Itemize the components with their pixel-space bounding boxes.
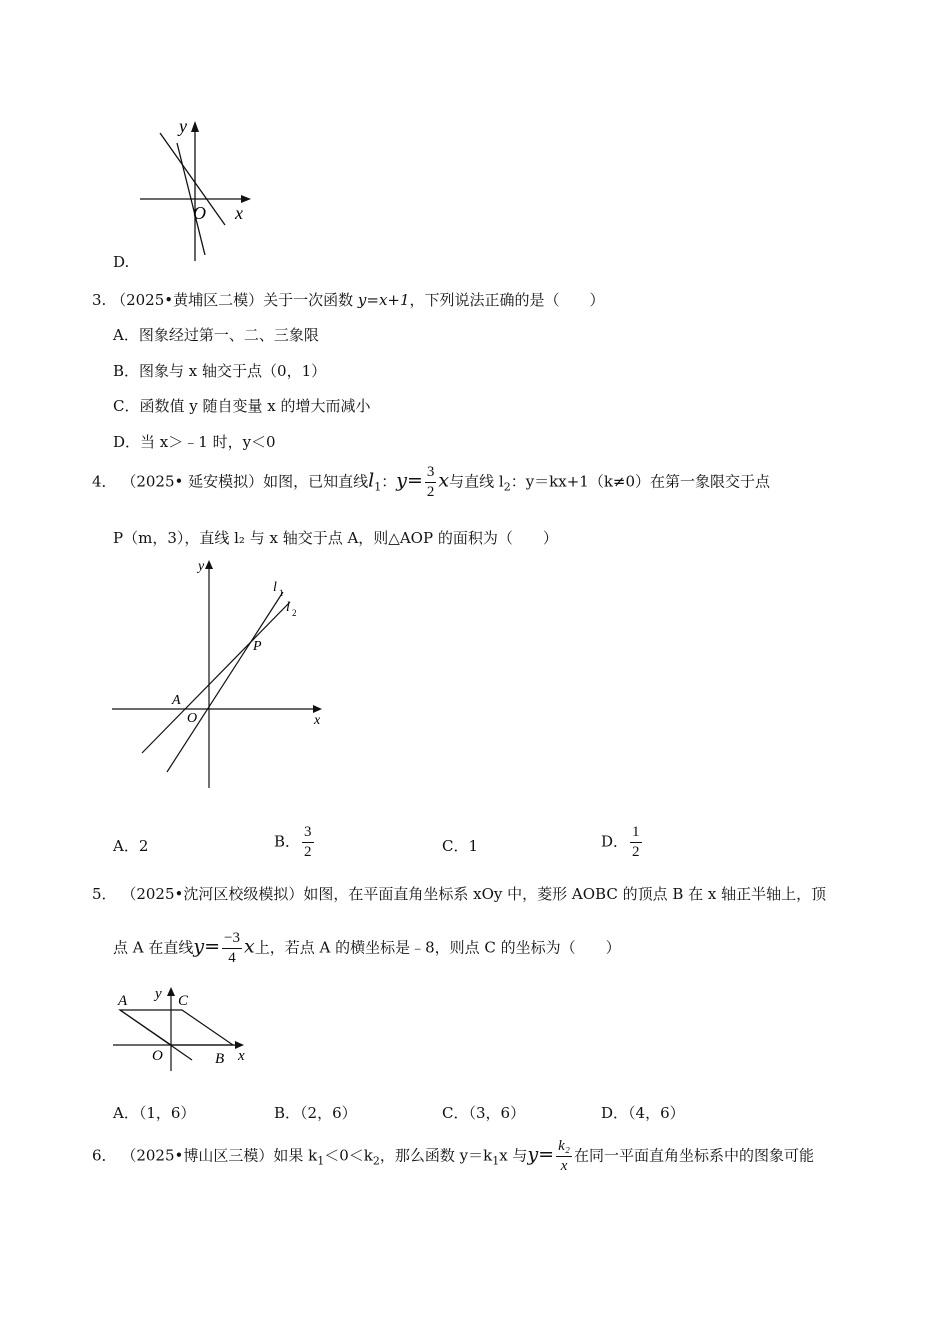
q5-option-c[interactable]: C．（3，6） — [442, 1104, 526, 1122]
q4-option-b[interactable] — [274, 823, 316, 862]
q4-line-l1-sub: 1 — [374, 480, 382, 494]
q4-stem-a: 如图，已知直线 — [263, 472, 369, 491]
graph-label-origin: O — [193, 203, 206, 223]
graph-label-y: y — [198, 559, 205, 574]
q6-stem-b-sub: 1 — [492, 1154, 500, 1168]
q4-stem-c: ：y＝kx+1（k≠0）在第一象限交于点 — [510, 472, 771, 491]
q4-stem-line2: P（m，3），直线 l₂ 与 x 轴交于点 A，则△AOP 的面积为（ ） — [113, 529, 558, 547]
q4-x-var: x — [438, 469, 450, 492]
y-axis-arrow-icon — [205, 560, 213, 569]
q4-colon: ： — [381, 472, 397, 491]
q5-number: 5． — [92, 885, 117, 903]
q3-option-a[interactable]: A．图象经过第一、二、三象限 — [113, 326, 319, 344]
line-l2 — [142, 602, 290, 753]
q5-option-d[interactable]: D．（4，6） — [601, 1104, 685, 1122]
q4-y-eq: y= — [396, 469, 423, 492]
graph-label-l2-sub: 2 — [292, 608, 297, 618]
graph-label-l1-sub: 1 — [279, 588, 284, 598]
q4-option-b-num: 3 — [302, 823, 314, 843]
q4-option-c[interactable] — [442, 835, 478, 856]
q6-source: （2025•博山区三模） — [121, 1146, 274, 1165]
q4-option-d-label: D． — [601, 832, 629, 851]
q4-option-b-den: 2 — [304, 844, 312, 860]
q6-k1-sub: 1 — [317, 1154, 325, 1168]
q6-mid: ＜0＜k — [324, 1146, 373, 1165]
graph-label-origin: O — [152, 1048, 163, 1064]
q6-frac-num: k₂ — [556, 1137, 572, 1157]
q5-x-var: x — [244, 935, 255, 958]
q4-frac-den: 2 — [426, 484, 435, 500]
q6-stem-a: 如果 k — [273, 1146, 318, 1165]
q4-option-c-value: 1 — [468, 837, 479, 855]
graph-label-y: y — [155, 986, 162, 1002]
q5-option-b[interactable]: B．（2，6） — [274, 1104, 357, 1122]
rhombus-aobc — [120, 1010, 233, 1045]
q5-graph — [110, 983, 260, 1073]
q4-stem-b: 与直线 l — [449, 472, 504, 491]
q4-frac-num: 3 — [425, 463, 437, 483]
q2-option-d-graph — [135, 115, 255, 265]
q3-number: 3. — [92, 291, 107, 309]
q5-frac-den: 4 — [228, 950, 236, 966]
q4-option-c-label: C． — [442, 837, 469, 855]
line-l1 — [167, 592, 283, 772]
q6-fraction — [556, 1137, 572, 1176]
q4-graph — [110, 552, 330, 792]
q3-source: （2025•黄埔区二模） — [111, 291, 264, 309]
graph-label-c: C — [178, 993, 189, 1009]
q3-stem-b: ，下列说法正确的是（ ） — [409, 291, 605, 309]
q4-option-a-value: 2 — [138, 837, 149, 855]
q6-number: 6． — [92, 1146, 117, 1165]
q4-fraction — [425, 463, 437, 502]
graph-label-x: x — [238, 1048, 245, 1064]
q3-stem — [92, 289, 605, 310]
y-axis-arrow-icon — [191, 121, 199, 132]
q5-fraction — [222, 929, 242, 968]
graph-label-x: x — [314, 713, 321, 728]
q6-stem-d: 在同一平面直角坐标系中的图象可能 — [573, 1146, 814, 1165]
q3-option-c[interactable]: C．函数值 y 随自变量 x 的增大而减小 — [113, 397, 371, 415]
q4-line-l1: l — [368, 469, 375, 492]
q6-k2-sub: 2 — [372, 1154, 380, 1168]
q2-option-d-label: D. — [113, 253, 130, 271]
q5-stem-line2 — [113, 929, 621, 968]
q4-option-a-label: A． — [113, 837, 139, 855]
q4-source: （2025• 延安模拟） — [121, 472, 264, 491]
q5-stem-a: 如图，在平面直角坐标系 xOy 中，菱形 AOBC 的顶点 B 在 x 轴正半轴上，顶 — [303, 885, 827, 903]
graph-label-origin: O — [187, 711, 198, 726]
x-axis-arrow-icon — [241, 195, 251, 203]
q6-stem-c: x 与 — [499, 1146, 528, 1165]
q3-stem-a: 关于一次函数 — [263, 291, 358, 309]
q4-option-b-label: B． — [274, 832, 301, 851]
q4-option-b-fraction — [302, 823, 314, 862]
graph-label-p: P — [253, 639, 262, 654]
graph-label-l1: l — [273, 580, 277, 595]
graph-label-a: A — [118, 993, 128, 1009]
q4-option-d[interactable] — [601, 823, 644, 862]
q3-option-b[interactable]: B．图象与 x 轴交于点（0，1） — [113, 362, 327, 380]
q5-y-eq: y= — [193, 935, 221, 958]
q4-option-d-den: 2 — [632, 844, 640, 860]
q4-option-a[interactable] — [113, 835, 148, 856]
graph-label-a: A — [172, 693, 181, 708]
y-axis-arrow-icon — [167, 987, 175, 996]
q3-option-d[interactable]: D．当 x＞﹣1 时，y＜0 — [113, 433, 276, 451]
graph-label-b: B — [215, 1051, 225, 1067]
q6-stem — [92, 1137, 814, 1176]
graph-label-l2: l — [286, 600, 290, 615]
q4-number: 4． — [92, 472, 117, 491]
q4-option-d-fraction — [630, 823, 642, 862]
q5-stem — [92, 883, 826, 904]
q4-stem — [92, 463, 770, 502]
q5-line2-b: 上，若点 A 的横坐标是﹣8，则点 C 的坐标为（ ） — [254, 938, 621, 957]
q6-stem-b: ，那么函数 y＝k — [379, 1146, 493, 1165]
q6-frac-den: x — [560, 1158, 568, 1174]
q4-option-d-num: 1 — [630, 823, 642, 843]
q4-l2-sub: 2 — [503, 480, 511, 494]
x-axis-arrow-icon — [313, 705, 322, 713]
q5-frac-num: −3 — [222, 929, 242, 949]
graph-label-x: x — [235, 203, 243, 223]
q5-line2-a: 点 A 在直线 — [113, 938, 194, 957]
q3-function: y=x+1 — [357, 291, 410, 309]
graph-label-y: y — [179, 116, 187, 136]
q5-option-a[interactable]: A．（1，6） — [113, 1104, 196, 1122]
q6-y-eq: y= — [527, 1143, 555, 1166]
q5-source: （2025•沈河区校级模拟） — [121, 885, 304, 903]
